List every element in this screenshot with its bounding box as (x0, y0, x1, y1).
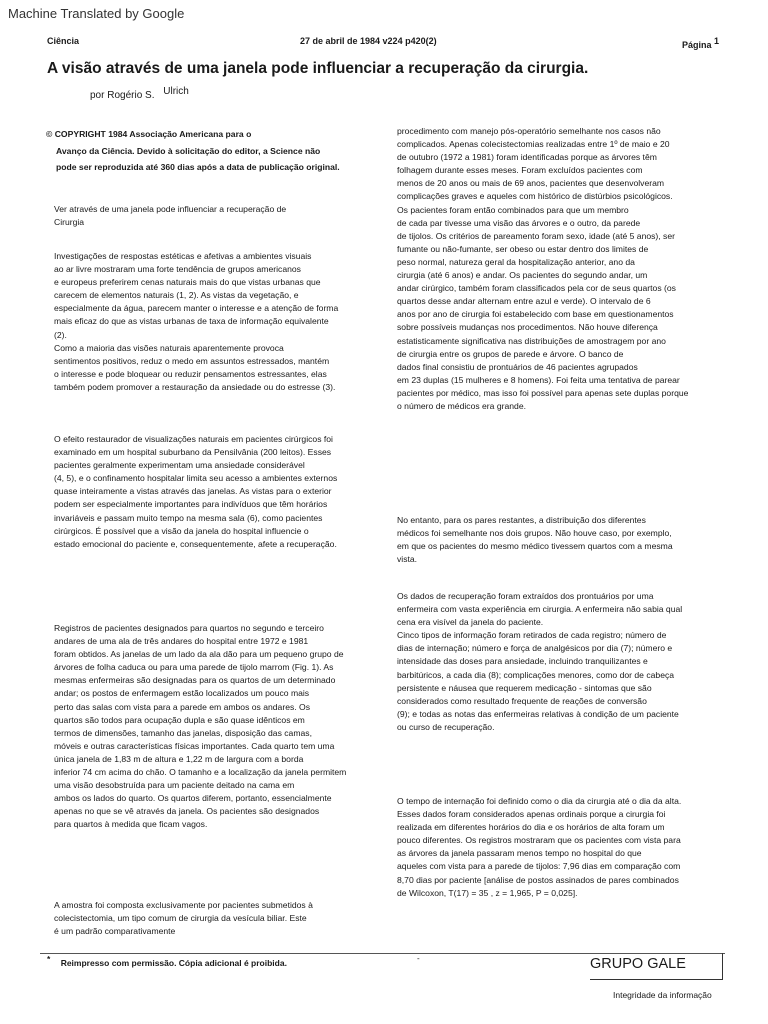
text-line: No entanto, para os pares restantes, a distribuição dos diferentes (397, 515, 646, 525)
text-line: as árvores da janela passaram menos tempo no hospital do que (397, 848, 642, 859)
text-line: em que os pacientes do mesmo médico tivessem quartos com a mesma (397, 541, 673, 552)
text-line: podem ser especialmente importantes para indivíduos que têm horários (54, 499, 328, 510)
text-line: o número de médicos era grande. (397, 400, 526, 411)
text-line: invariáveis e passam muito tempo na mesma sala (6), como pacientes (54, 512, 323, 523)
text-line: inferior 74 cm acima do chão. O tamanho e a localização da janela permitem (54, 767, 347, 778)
text-line: árvores de folha caduca ou para uma parede de tijolo marrom (Fig. 1). As (54, 662, 334, 673)
paragraph (54, 433, 379, 551)
text-line: ambos os lados do quarto. Os quartos diferem, portanto, essencialmente (54, 793, 332, 804)
text-line: Como a maioria das visões naturais aparentemente provoca (54, 342, 284, 353)
text-line: o interesse e pode bloquear ou reduzir pensamentos estressantes, elas (54, 368, 327, 379)
text-line: anos por ano de cirurgia foi estabelecido com base em questionamentos (397, 309, 674, 320)
text-line: de Wilcoxon, T(17) = 35 , z = 1,965, P = 0,025]. (397, 887, 578, 898)
text-line: fumante ou não-fumante, ser obeso ou estar dentro dos limites de (397, 243, 649, 254)
paragraph (397, 590, 727, 734)
text-line: persistente e náusea que requerem medicação - sintomas que são (397, 682, 652, 693)
text-line: quartos são todos para ocupação dupla e são quase idênticos em (54, 714, 305, 725)
text-line: de cirurgia entre os grupos de parede e árvore. O banco de (397, 348, 624, 359)
text-line: móveis e outras características físicas importantes. Cada quarto tem uma (54, 740, 335, 751)
footer-dash: - (417, 954, 420, 963)
text-line: realizada em diferentes horários do dia e os horários de alta foram um (397, 822, 665, 833)
text-line: (2). (54, 329, 67, 340)
text-line: ou curso de recuperação. (397, 721, 495, 732)
page-number (682, 36, 719, 50)
text-line: andares de uma ala de três andares do hospital entre 1972 e 1981 (54, 636, 309, 647)
text-line: termos de dimensões, tamanho das janelas, disposição das camas, (54, 727, 312, 738)
paragraph (54, 250, 379, 394)
copyright-line: © COPYRIGHT 1984 Associação Americana para o (46, 129, 252, 139)
text-line: andar; os postos de enfermagem estão localizados um pouco mais (54, 688, 310, 699)
text-line: Cirurgia (54, 217, 85, 228)
text-line: procedimento com manejo pós-operatório semelhante nos casos não (397, 126, 661, 136)
text-line: colecistectomia, um tipo comum de cirurgia da vesícula biliar. Este (54, 913, 307, 924)
text-line: perto das salas com vista para a parede em ambos os andares. Os (54, 701, 311, 712)
copyright-line: Avanço da Ciência. Devido à solicitação do editor, a Science não (56, 145, 321, 156)
gale-tagline: Integridade da informação (613, 990, 712, 1000)
copyright-line: pode ser reproduzida até 360 dias após a data de publicação original. (56, 162, 340, 172)
text-line: quartos desse andar alternam entre azul e verde). O intervalo de 6 (397, 296, 651, 307)
text-line: enfermeira com vasta experiência em cirurgia. A enfermeira não sabia qual (397, 604, 683, 615)
text-line: cena era visível da janela do paciente. (397, 617, 544, 628)
text-line: única janela de 1,83 m de altura e 1,22 m de largura com a borda (54, 753, 304, 764)
text-line: Os pacientes foram então combinados para que um membro (397, 204, 629, 215)
journal-section: Ciência (47, 36, 80, 46)
text-line: de tijolos. Os critérios de pareamento foram sexo, idade (até 5 anos), ser (397, 230, 676, 241)
text-line: mesmas enfermeiras são designadas para os quartos de um determinado (54, 675, 336, 686)
text-line: Ver através de uma janela pode influenciar a recuperação de (54, 204, 287, 214)
text-line: de cada par tivesse uma visão das árvores e o outro, da parede (397, 217, 641, 228)
text-line: para quartos à medida que ficam vagos. (54, 819, 208, 830)
text-line: O efeito restaurador de visualizações naturais em pacientes cirúrgicos foi (54, 434, 333, 444)
page-num: 1 (714, 36, 720, 46)
paragraph (397, 795, 727, 900)
text-line: (4, 5), e o confinamento hospitalar limita seu acesso a ambientes externos (54, 473, 338, 484)
reprint-notice: Reimpresso com permissão. Cópia adicional é proibida. (60, 958, 287, 968)
text-line: pouco diferentes. Os registros mostraram que os pacientes com vista para (397, 835, 681, 846)
page-label: Página (682, 40, 712, 50)
author-line (90, 86, 189, 101)
text-line: sentimentos positivos, reduz o medo em assuntos estressados, mantém (54, 355, 330, 366)
text-line: aqueles com vista para a parede de tijolos: 7,96 dias em comparação com (397, 861, 681, 872)
paragraph (54, 622, 379, 832)
citation: 27 de abril de 1984 v224 p420(2) (300, 36, 437, 46)
text-line: vista. (397, 554, 418, 565)
text-line: intensidade das doses para ansiedade, incluindo tranquilizantes e (397, 656, 648, 667)
text-line: mais eficaz do que as vistas urbanas de taxa de informação equivalente (54, 316, 329, 327)
text-line: e europeus preferirem cenas naturais mais do que vistas urbanas que (54, 277, 321, 288)
gale-brand: GRUPO GALE (590, 956, 686, 972)
text-line: complicados. Apenas colecistectomias realizadas entre 1º de maio e 20 (397, 139, 670, 150)
text-line: em 23 duplas (15 mulheres e 8 homens). Foi feita uma tentativa de parear (397, 374, 680, 385)
text-line: complicações graves e aqueles com histórico de distúrbios psicológicos. (397, 191, 673, 202)
text-line: A amostra foi composta exclusivamente por pacientes submetidos à (54, 900, 313, 910)
text-line: sobre possíveis mudanças nos procedimentos. Não houve diferença (397, 322, 658, 333)
text-line: folhagem durante esses meses. Foram excluídos pacientes com (397, 165, 643, 176)
text-line: Investigações de respostas estéticas e afetivas a ambientes visuais (54, 251, 312, 261)
text-line: quase inteiramente a vistas através das janelas. As vistas para o exterior (54, 486, 332, 497)
text-line: peso normal, natureza geral da hospitalização anterior, ano da (397, 256, 635, 267)
text-line: considerados como resultado frequente de reações de conversão (397, 695, 647, 706)
author-by: por Rogério S. (90, 90, 155, 101)
text-line: uma visão desobstruída para um paciente deitado na cama em (54, 780, 295, 791)
text-line: também podem promover a restauração da ansiedade ou do estresse (3). (54, 381, 336, 392)
paragraph (54, 899, 379, 938)
gale-logo (590, 953, 723, 980)
text-line: andar cirúrgico, também foram classificados pela cor de seus quartos (os (397, 283, 676, 294)
text-line: Registros de pacientes designados para quartos no segundo e terceiro (54, 623, 324, 633)
copyright-notice (46, 126, 371, 176)
text-line: pacientes geralmente experimentam uma ansiedade considerável (54, 460, 305, 471)
text-line: Esses dados foram considerados apenas ordinais porque a cirurgia foi (397, 809, 666, 820)
text-line: ao ar livre mostraram uma forte tendência de grupos americanos (54, 264, 301, 275)
text-line: dados final consistiu de prontuários de 46 pacientes agrupados (397, 361, 638, 372)
text-line: cirúrgicos. É possível que a visão da janela do hospital influencie o (54, 525, 309, 536)
text-line: 8,70 dias por paciente [análise de postos assinados de pares combinados (397, 874, 679, 885)
paragraph (397, 125, 727, 413)
text-line: estado emocional do paciente e, consequentemente, afete a recuperação. (54, 538, 337, 549)
text-line: menos de 20 anos ou mais de 69 anos, pacientes que desenvolveram (397, 178, 665, 189)
text-line: médicos foi semelhante nos dois grupos. Não houve caso, por exemplo, (397, 528, 672, 539)
text-line: foram obtidos. As janelas de um lado da ala dão para um pequeno grupo de (54, 649, 344, 660)
footer-marker: * (47, 954, 51, 964)
text-line: Cinco tipos de informação foram retirados de cada registro; número de (397, 630, 667, 641)
author-surname: Ulrich (163, 86, 189, 97)
text-line: carecem de elementos naturais (1, 2). As vistas da vegetação, e (54, 290, 299, 301)
text-line: O tempo de internação foi definido como o dia da cirurgia até o dia da alta. (397, 796, 682, 806)
text-line: estatisticamente significativa nas distribuições de amostragem por ano (397, 335, 666, 346)
text-line: examinado em um hospital suburbano da Pensilvânia (200 leitos). Esses (54, 447, 332, 458)
text-line: especialmente da água, parecem manter o interesse e a atenção de forma (54, 303, 339, 314)
text-line: de outubro (1972 a 1981) foram identificadas porque as árvores têm (397, 152, 657, 163)
text-line: (9); e todas as notas das enfermeiras relativas à condição de um paciente (397, 708, 679, 719)
text-line: barbitúricos, a cada dia (8); complicações menores, como dor de cabeça (397, 669, 675, 680)
text-line: pacientes por médico, mas isso foi possível para apenas sete duplas porque (397, 387, 689, 398)
text-line: Os dados de recuperação foram extraídos dos prontuários por uma (397, 591, 654, 601)
paragraph (397, 514, 727, 566)
text-line: apenas no que se vê através da janela. Os pacientes são designados (54, 806, 320, 817)
text-line: dias de internação; número e força de analgésicos por dia (7); número e (397, 643, 673, 654)
machine-translation-banner: Machine Translated by Google (8, 6, 185, 21)
text-line: cirurgia (até 6 anos) e andar. Os pacientes do segundo andar, um (397, 270, 648, 281)
article-title: A visão através de uma janela pode influenciar a recuperação da cirurgia. (47, 60, 589, 77)
footer-note (47, 954, 287, 968)
text-line: é um padrão comparativamente (54, 926, 176, 937)
paragraph (54, 203, 379, 229)
